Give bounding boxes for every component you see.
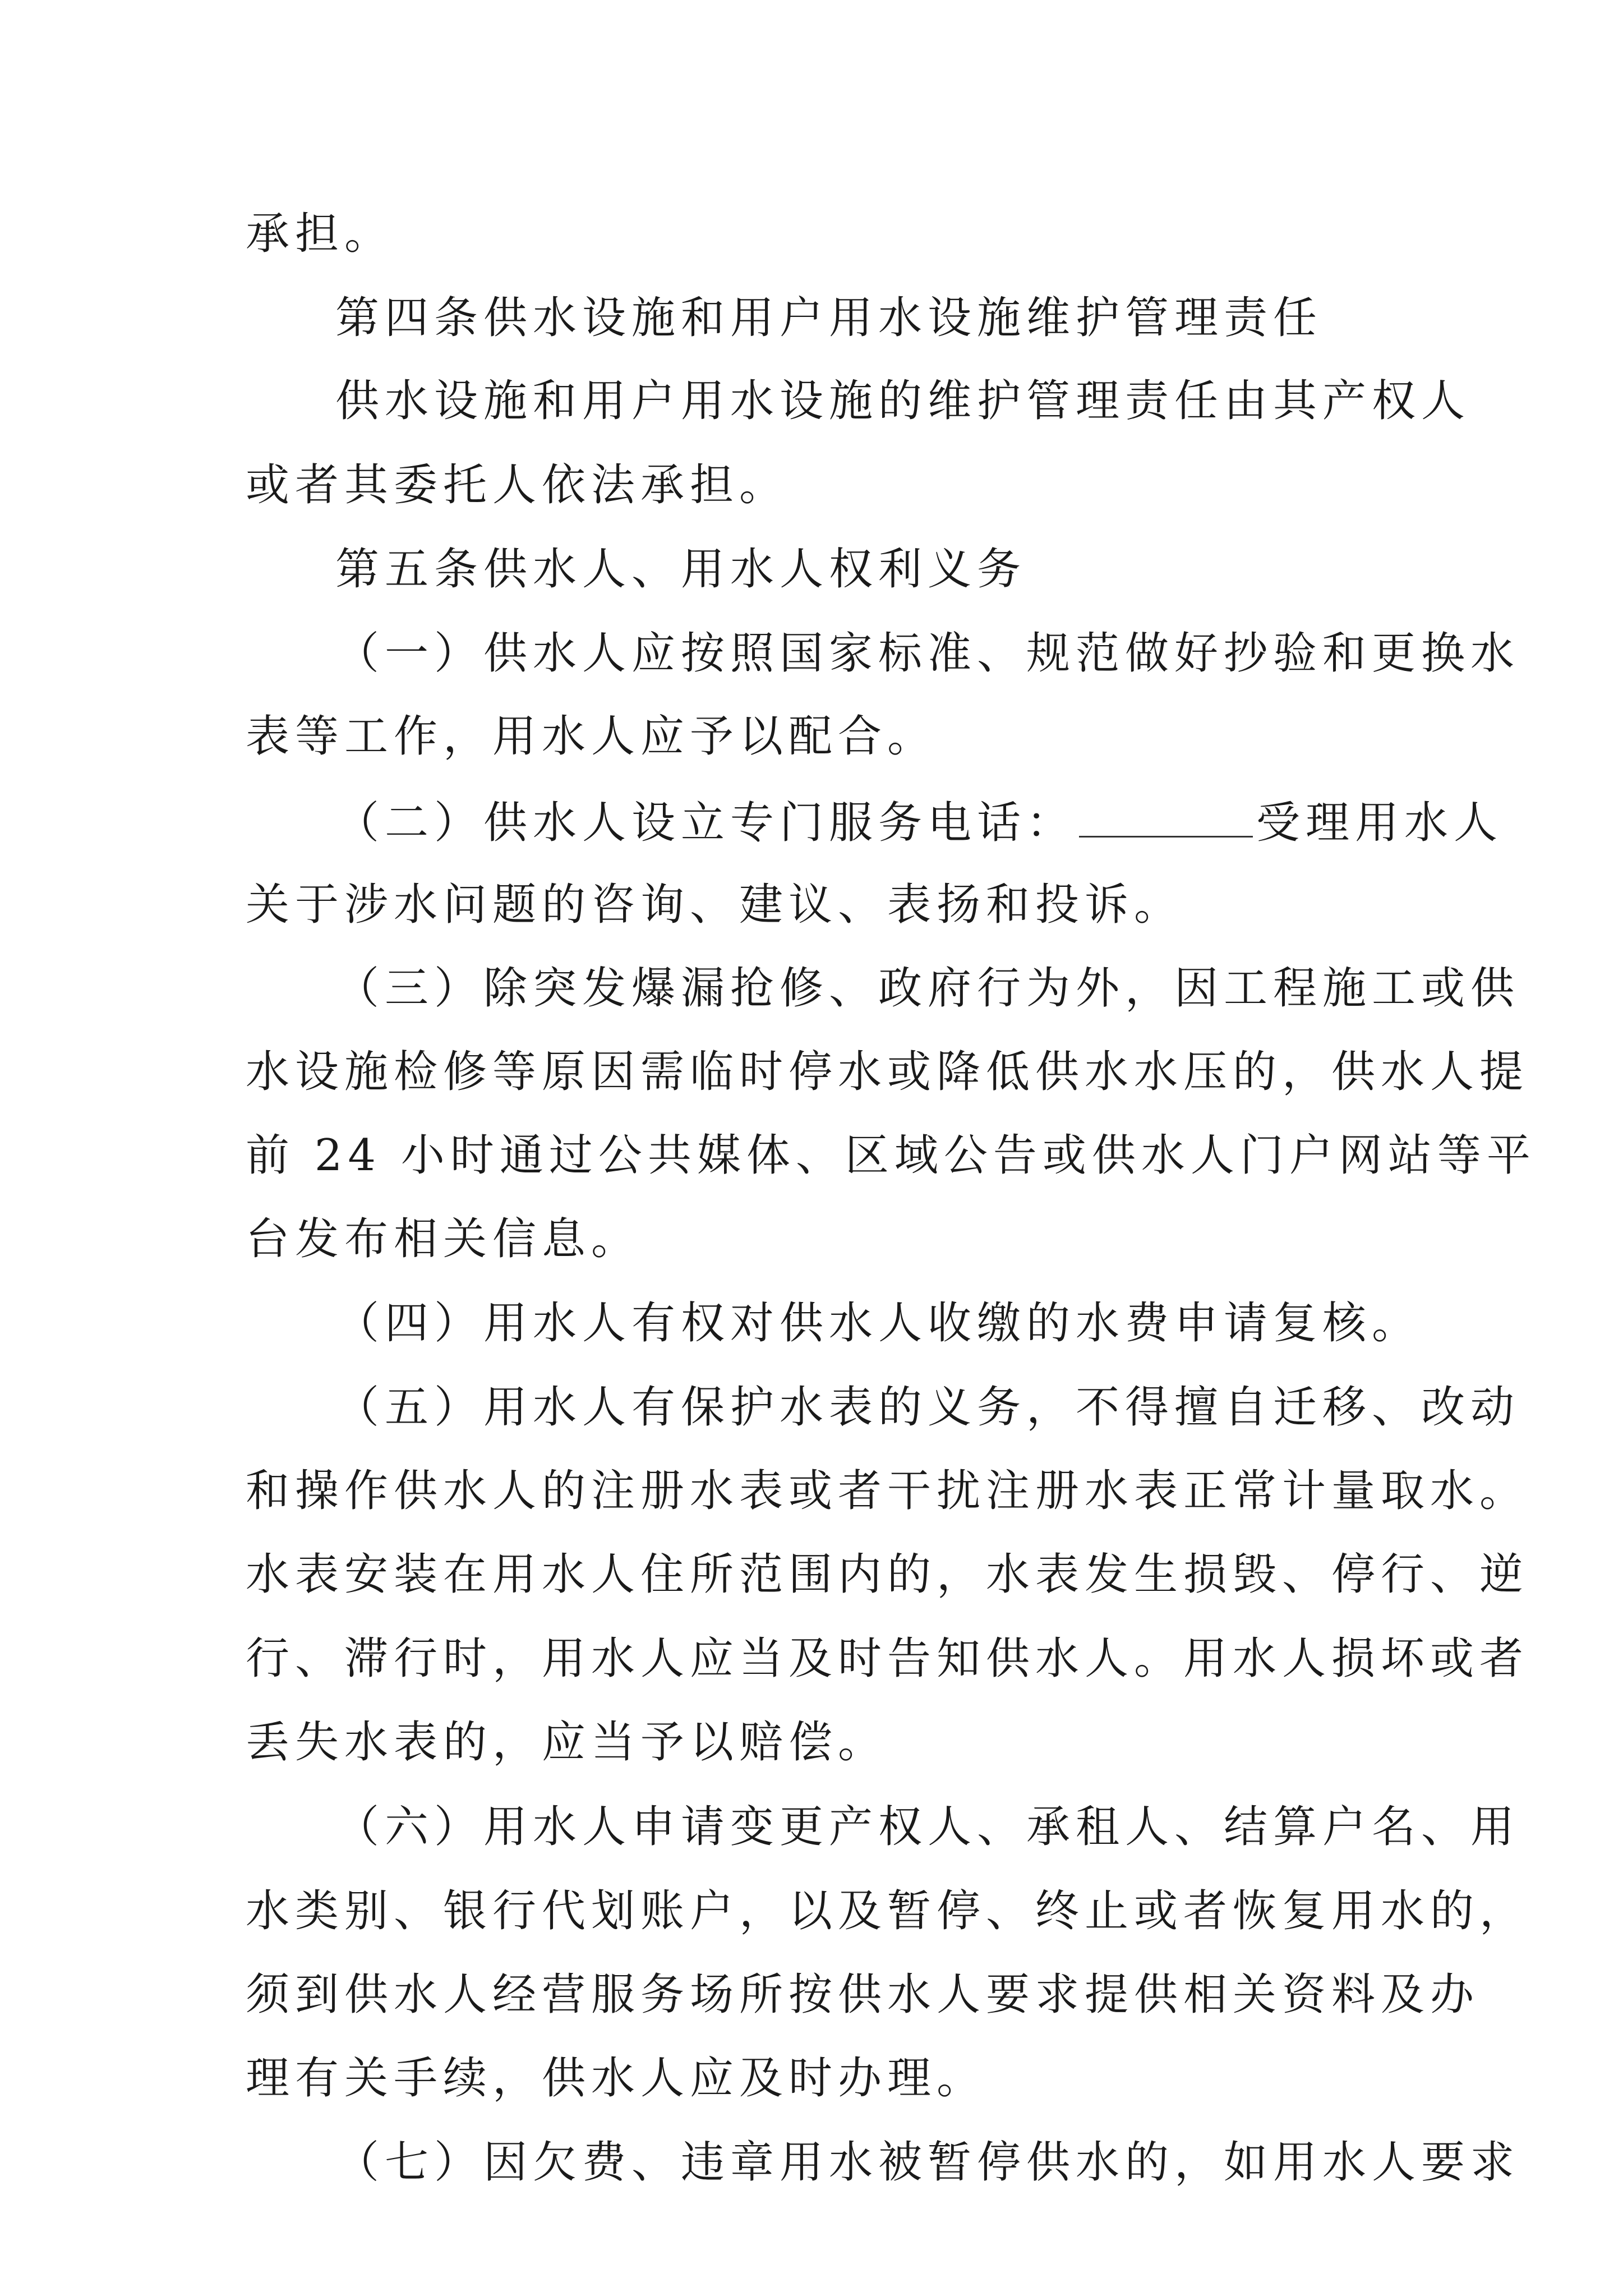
clause-3: （三）除突发爆漏抢修、政府行为外，因工程施工或供: [335, 963, 1520, 1014]
phone-number-blank[interactable]: [1079, 799, 1253, 838]
clause-6-cont: 理有关手续，供水人应及时办理。: [246, 2053, 986, 2104]
clause-5-cont: 水表安装在用水人住所范围内的，水表发生损毁、停行、逆: [246, 1549, 1529, 1600]
clause-2: [335, 798, 1504, 848]
clause-5: （五）用水人有保护水表的义务，不得擅自迁移、改动: [335, 1382, 1520, 1433]
paragraph-text: 供水设施和用户用水设施的维护管理责任由其产权人: [335, 376, 1471, 426]
article-heading-4: 第四条供水设施和用户用水设施维护管理责任: [335, 293, 1323, 343]
clause-1-cont: 表等工作，用水人应予以配合。: [246, 711, 937, 762]
clause-2-text-before: （二）供水人设立专门服务电话：: [335, 798, 1076, 848]
clause-2-text-after: 受理用水人: [1256, 798, 1504, 848]
article-heading-5: 第五条供水人、用水人权利义务: [335, 544, 1027, 595]
clause-5-cont: 行、滞行时，用水人应当及时告知供水人。用水人损坏或者: [246, 1634, 1529, 1684]
clause-6: （六）用水人申请变更产权人、承租人、结算户名、用: [335, 1802, 1520, 1852]
clause-5-cont: 丢失水表的，应当予以赔偿。: [246, 1717, 888, 1768]
paragraph-text: 或者其委托人依法承担。: [246, 460, 789, 510]
clause-3-cont: 水设施检修等原因需临时停水或降低供水水压的，供水人提: [246, 1047, 1529, 1097]
clause-6-cont: 水类别、银行代划账户，以及暂停、终止或者恢复用水的，: [246, 1886, 1529, 1936]
clause-5-cont: 和操作供水人的注册水表或者干扰注册水表正常计量取水。: [246, 1466, 1529, 1516]
clause-3-cont: 前 24 小时通过公共媒体、区域公告或供水人门户网站等平: [246, 1130, 1536, 1181]
paragraph-text: 承担。: [246, 209, 394, 259]
clause-3-cont: 台发布相关信息。: [246, 1214, 641, 1264]
clause-6-cont: 须到供水人经营服务场所按供水人要求提供相关资料及办: [246, 1970, 1480, 2020]
clause-7: （七）因欠费、违章用水被暂停供水的，如用水人要求: [335, 2137, 1520, 2188]
clause-4: （四）用水人有权对供水人收缴的水费申请复核。: [335, 1298, 1422, 1349]
clause-2-cont: 关于涉水问题的咨询、建议、表扬和投诉。: [246, 880, 1184, 930]
clause-1: （一）供水人应按照国家标准、规范做好抄验和更换水: [335, 628, 1520, 679]
